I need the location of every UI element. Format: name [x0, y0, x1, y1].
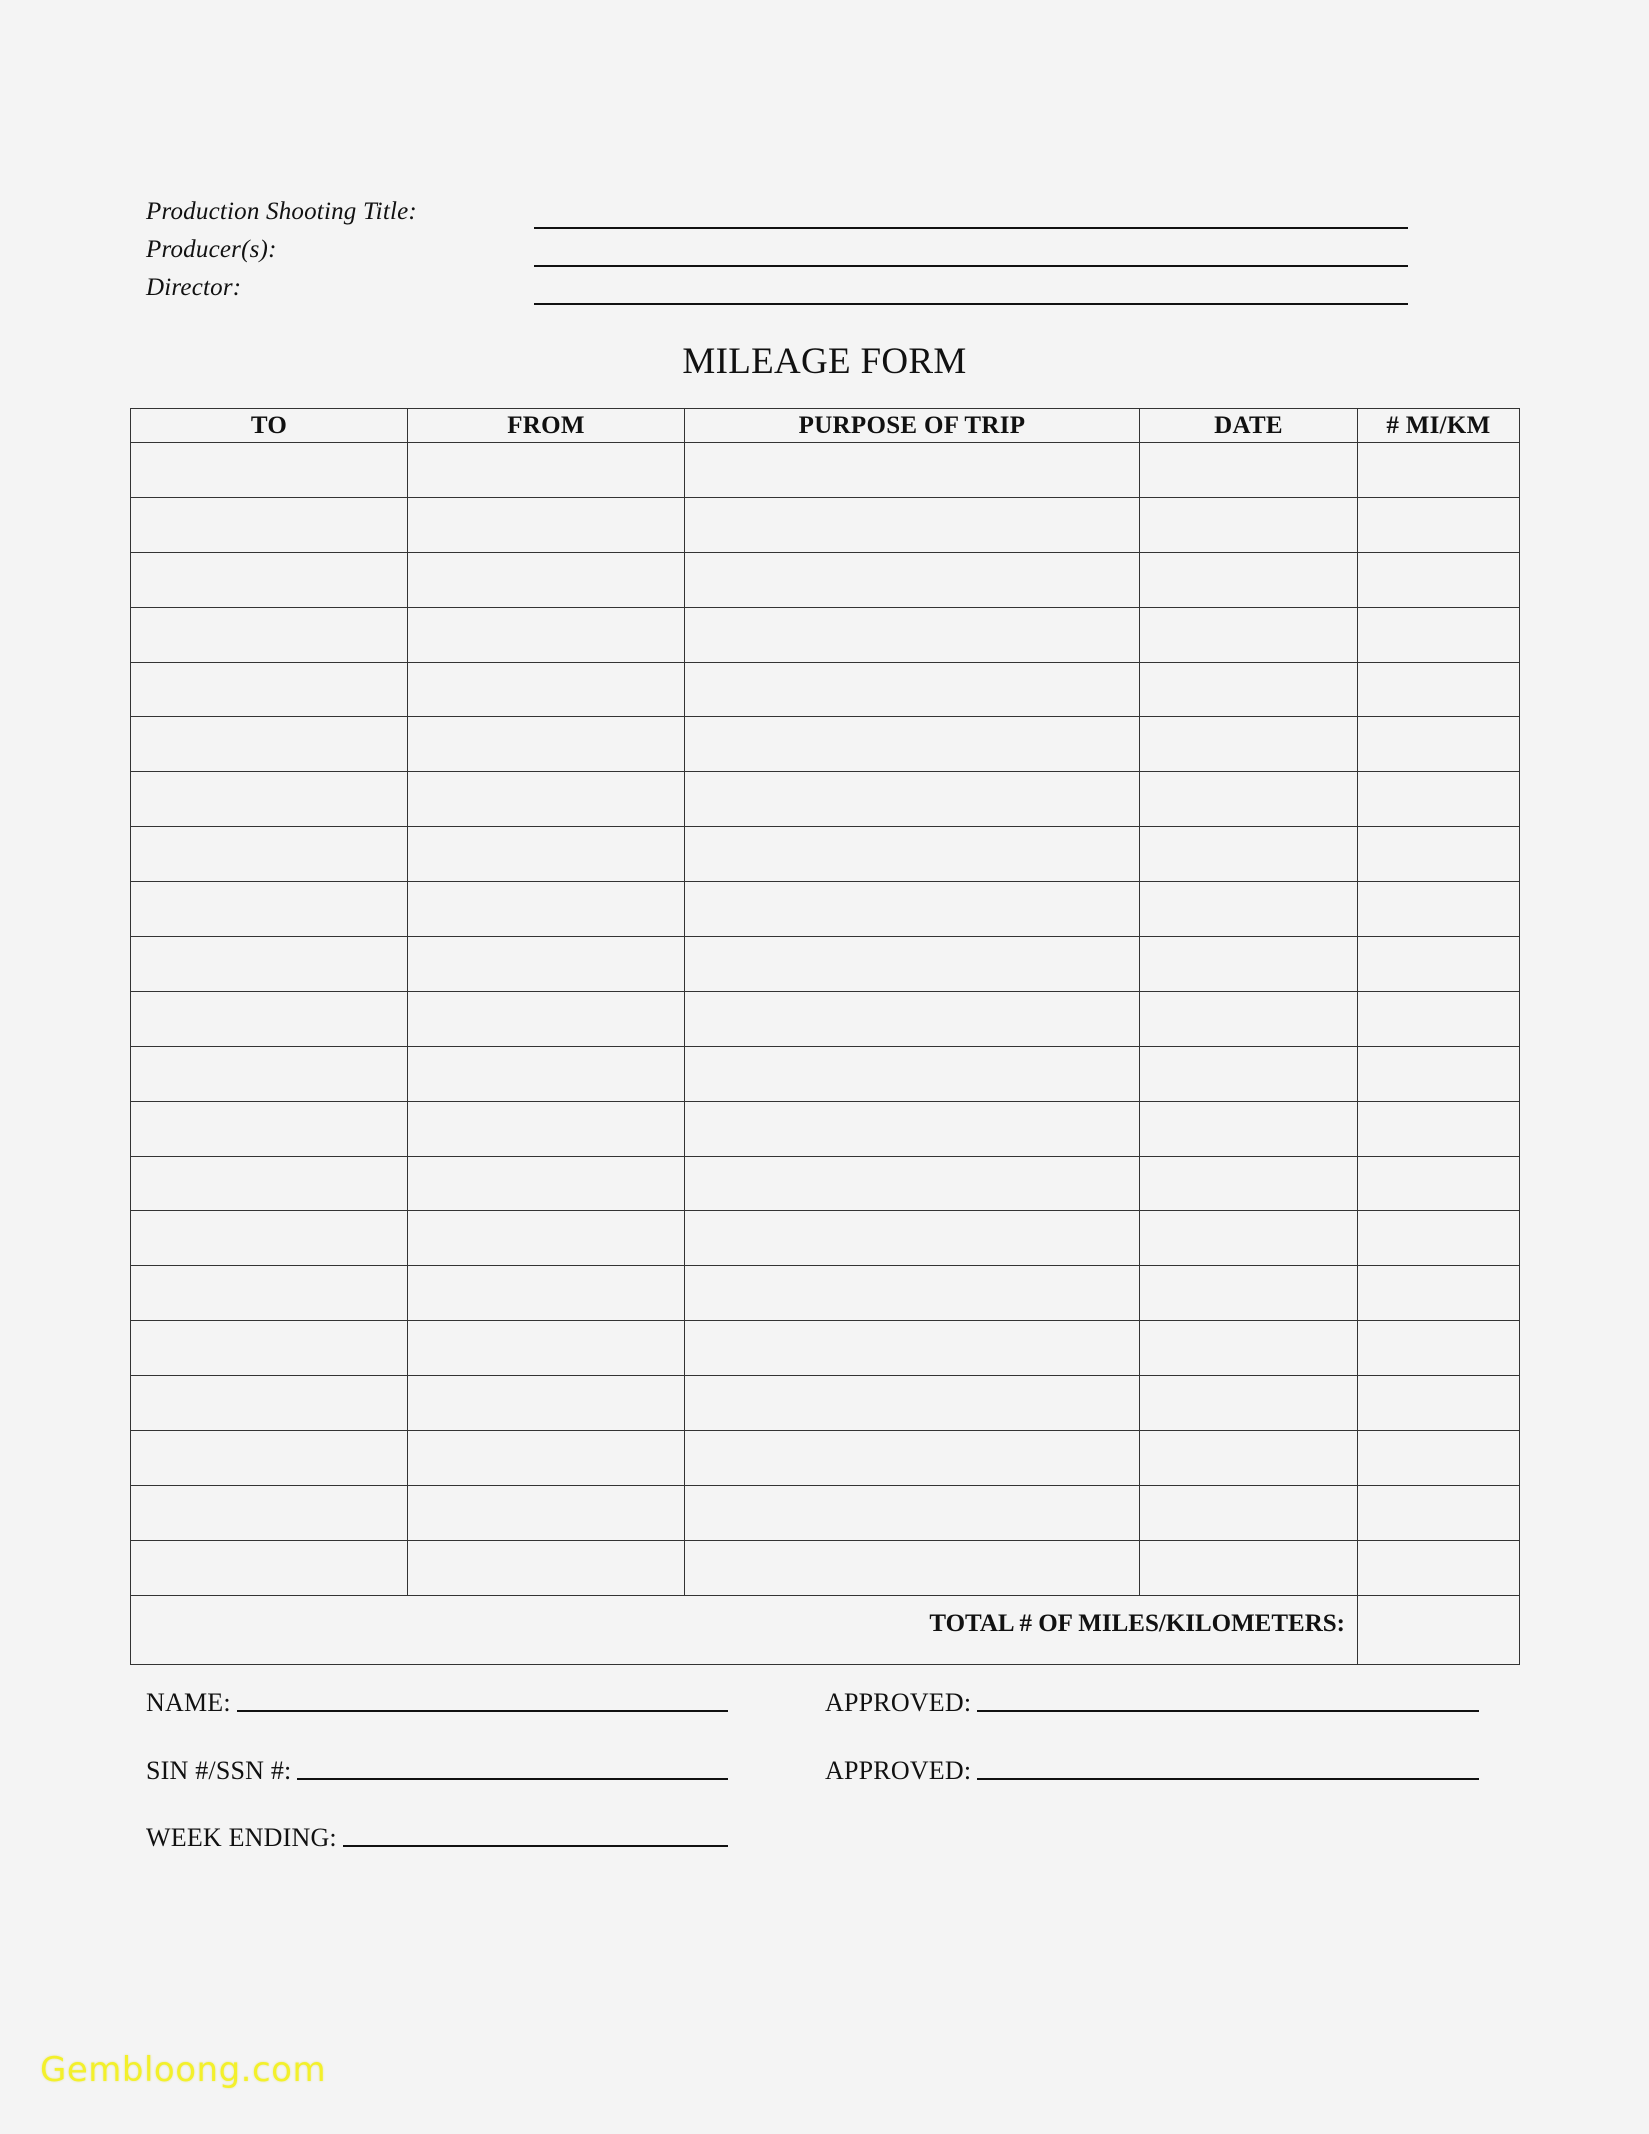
mileage-table: [130, 408, 1520, 1665]
cell-to[interactable]: [131, 1211, 408, 1266]
cell-date[interactable]: [1140, 827, 1358, 882]
cell-date[interactable]: [1140, 662, 1358, 717]
cell-from[interactable]: [408, 1376, 685, 1431]
cell-date[interactable]: [1140, 937, 1358, 992]
column-header-mi-km: # MI/KM: [1358, 409, 1520, 443]
cell-date[interactable]: [1140, 772, 1358, 827]
cell-from[interactable]: [408, 772, 685, 827]
cell-date[interactable]: [1140, 1266, 1358, 1321]
cell-date[interactable]: [1140, 882, 1358, 937]
week-ending-field[interactable]: [343, 1845, 728, 1847]
cell-from[interactable]: [408, 1485, 685, 1540]
cell-to[interactable]: [131, 1376, 408, 1431]
cell-to[interactable]: [131, 1431, 408, 1486]
table-row: [131, 937, 1520, 992]
cell-to[interactable]: [131, 1156, 408, 1211]
cell-date[interactable]: [1140, 443, 1358, 498]
table-row: [131, 1376, 1520, 1431]
column-header-purpose: PURPOSE OF TRIP: [685, 409, 1140, 443]
cell-purpose[interactable]: [685, 827, 1140, 882]
cell-to[interactable]: [131, 443, 408, 498]
sin-field[interactable]: [297, 1778, 728, 1780]
cell-mi-km[interactable]: [1358, 827, 1520, 882]
cell-to[interactable]: [131, 1485, 408, 1540]
cell-mi-km[interactable]: [1358, 443, 1520, 498]
cell-to[interactable]: [131, 1046, 408, 1101]
cell-from[interactable]: [408, 1211, 685, 1266]
cell-purpose[interactable]: [685, 1321, 1140, 1376]
cell-purpose[interactable]: [685, 1266, 1140, 1321]
sin-row: [146, 1756, 728, 1786]
cell-date[interactable]: [1140, 1431, 1358, 1486]
cell-purpose[interactable]: [685, 991, 1140, 1046]
cell-purpose[interactable]: [685, 607, 1140, 662]
cell-from[interactable]: [408, 1046, 685, 1101]
cell-date[interactable]: [1140, 552, 1358, 607]
sin-label: SIN #/SSN #:: [146, 1756, 292, 1785]
name-row: [146, 1688, 728, 1718]
cell-purpose[interactable]: [685, 552, 1140, 607]
cell-mi-km[interactable]: [1358, 1156, 1520, 1211]
table-row: [131, 1321, 1520, 1376]
table-row: [131, 1485, 1520, 1540]
total-row: [131, 1595, 1520, 1664]
cell-mi-km[interactable]: [1358, 662, 1520, 717]
watermark-text: Gembloong.com: [40, 2050, 327, 2090]
cell-mi-km[interactable]: [1358, 937, 1520, 992]
cell-mi-km[interactable]: [1358, 1211, 1520, 1266]
cell-from[interactable]: [408, 827, 685, 882]
table-row: [131, 991, 1520, 1046]
column-header-to: TO: [131, 409, 408, 443]
cell-purpose[interactable]: [685, 1540, 1140, 1595]
cell-mi-km[interactable]: [1358, 1540, 1520, 1595]
production-title-label: Production Shooting Title:: [146, 198, 417, 225]
table-header-row: [131, 409, 1520, 443]
cell-purpose[interactable]: [685, 1156, 1140, 1211]
cell-date[interactable]: [1140, 1376, 1358, 1431]
table-row: [131, 1046, 1520, 1101]
approved-label-2: APPROVED:: [825, 1756, 972, 1785]
cell-to[interactable]: [131, 1321, 408, 1376]
cell-mi-km[interactable]: [1358, 1101, 1520, 1156]
table-row: [131, 1211, 1520, 1266]
cell-date[interactable]: [1140, 1101, 1358, 1156]
cell-date[interactable]: [1140, 1321, 1358, 1376]
cell-purpose[interactable]: [685, 937, 1140, 992]
cell-to[interactable]: [131, 1540, 408, 1595]
cell-mi-km[interactable]: [1358, 1046, 1520, 1101]
cell-from[interactable]: [408, 1156, 685, 1211]
cell-from[interactable]: [408, 662, 685, 717]
cell-mi-km[interactable]: [1358, 991, 1520, 1046]
cell-mi-km[interactable]: [1358, 1376, 1520, 1431]
table-row: [131, 1540, 1520, 1595]
cell-purpose[interactable]: [685, 1485, 1140, 1540]
cell-from[interactable]: [408, 1266, 685, 1321]
cell-to[interactable]: [131, 552, 408, 607]
table-row: [131, 772, 1520, 827]
cell-mi-km[interactable]: [1358, 1266, 1520, 1321]
total-label: TOTAL # OF MILES/KILOMETERS:: [131, 1595, 1358, 1664]
cell-from[interactable]: [408, 1321, 685, 1376]
cell-from[interactable]: [408, 991, 685, 1046]
cell-date[interactable]: [1140, 607, 1358, 662]
table-row: [131, 1431, 1520, 1486]
cell-date[interactable]: [1140, 1540, 1358, 1595]
cell-date[interactable]: [1140, 1156, 1358, 1211]
cell-from[interactable]: [408, 552, 685, 607]
cell-from[interactable]: [408, 1431, 685, 1486]
cell-purpose[interactable]: [685, 1101, 1140, 1156]
cell-purpose[interactable]: [685, 1376, 1140, 1431]
cell-from[interactable]: [408, 497, 685, 552]
production-title-row: [146, 196, 1408, 234]
director-field[interactable]: [534, 303, 1408, 305]
approved-field-1[interactable]: [977, 1710, 1479, 1712]
form-title: MILEAGE FORM: [682, 341, 967, 382]
cell-date[interactable]: [1140, 1046, 1358, 1101]
cell-mi-km[interactable]: [1358, 1321, 1520, 1376]
cell-mi-km[interactable]: [1358, 717, 1520, 772]
table-body: [131, 443, 1520, 1596]
cell-to[interactable]: [131, 827, 408, 882]
cell-to[interactable]: [131, 772, 408, 827]
cell-to[interactable]: [131, 607, 408, 662]
cell-date[interactable]: [1140, 1485, 1358, 1540]
cell-from[interactable]: [408, 1101, 685, 1156]
column-header-date: DATE: [1140, 409, 1358, 443]
cell-to[interactable]: [131, 497, 408, 552]
cell-purpose[interactable]: [685, 662, 1140, 717]
cell-mi-km[interactable]: [1358, 497, 1520, 552]
cell-date[interactable]: [1140, 497, 1358, 552]
producers-field[interactable]: [534, 265, 1408, 267]
cell-purpose[interactable]: [685, 1211, 1140, 1266]
table-row: [131, 1266, 1520, 1321]
header-fields: [146, 196, 1408, 310]
cell-to[interactable]: [131, 662, 408, 717]
cell-purpose[interactable]: [685, 1431, 1140, 1486]
director-label: Director:: [146, 274, 242, 301]
cell-to[interactable]: [131, 717, 408, 772]
table-row: [131, 717, 1520, 772]
table-row: [131, 827, 1520, 882]
table-row: [131, 1156, 1520, 1211]
cell-mi-km[interactable]: [1358, 772, 1520, 827]
cell-mi-km[interactable]: [1358, 882, 1520, 937]
cell-from[interactable]: [408, 717, 685, 772]
cell-to[interactable]: [131, 991, 408, 1046]
cell-purpose[interactable]: [685, 882, 1140, 937]
cell-purpose[interactable]: [685, 772, 1140, 827]
cell-purpose[interactable]: [685, 497, 1140, 552]
total-value-cell[interactable]: [1358, 1595, 1520, 1664]
name-field[interactable]: [237, 1710, 728, 1712]
cell-to[interactable]: [131, 1266, 408, 1321]
cell-purpose[interactable]: [685, 1046, 1140, 1101]
approved-row-2: [825, 1756, 1479, 1786]
approved-row-1: [825, 1688, 1479, 1718]
cell-date[interactable]: [1140, 1211, 1358, 1266]
cell-to[interactable]: [131, 882, 408, 937]
table-row: [131, 1101, 1520, 1156]
week-ending-label: WEEK ENDING:: [146, 1823, 337, 1852]
cell-from[interactable]: [408, 607, 685, 662]
cell-purpose[interactable]: [685, 717, 1140, 772]
table-row: [131, 497, 1520, 552]
cell-to[interactable]: [131, 937, 408, 992]
producers-row: [146, 234, 1408, 272]
column-header-from: FROM: [408, 409, 685, 443]
cell-mi-km[interactable]: [1358, 1485, 1520, 1540]
name-label: NAME:: [146, 1688, 231, 1717]
cell-from[interactable]: [408, 882, 685, 937]
cell-from[interactable]: [408, 1540, 685, 1595]
table-row: [131, 662, 1520, 717]
cell-from[interactable]: [408, 443, 685, 498]
director-row: [146, 272, 1408, 310]
approved-label-1: APPROVED:: [825, 1688, 972, 1717]
table-row: [131, 552, 1520, 607]
table-row: [131, 607, 1520, 662]
production-title-field[interactable]: [534, 227, 1408, 229]
cell-mi-km[interactable]: [1358, 607, 1520, 662]
producers-label: Producer(s):: [146, 236, 277, 263]
cell-mi-km[interactable]: [1358, 1431, 1520, 1486]
table-row: [131, 882, 1520, 937]
cell-from[interactable]: [408, 937, 685, 992]
cell-purpose[interactable]: [685, 443, 1140, 498]
cell-date[interactable]: [1140, 991, 1358, 1046]
table-row: [131, 443, 1520, 498]
cell-to[interactable]: [131, 1101, 408, 1156]
cell-date[interactable]: [1140, 717, 1358, 772]
cell-mi-km[interactable]: [1358, 552, 1520, 607]
week-ending-row: [146, 1823, 728, 1853]
approved-field-2[interactable]: [977, 1778, 1479, 1780]
